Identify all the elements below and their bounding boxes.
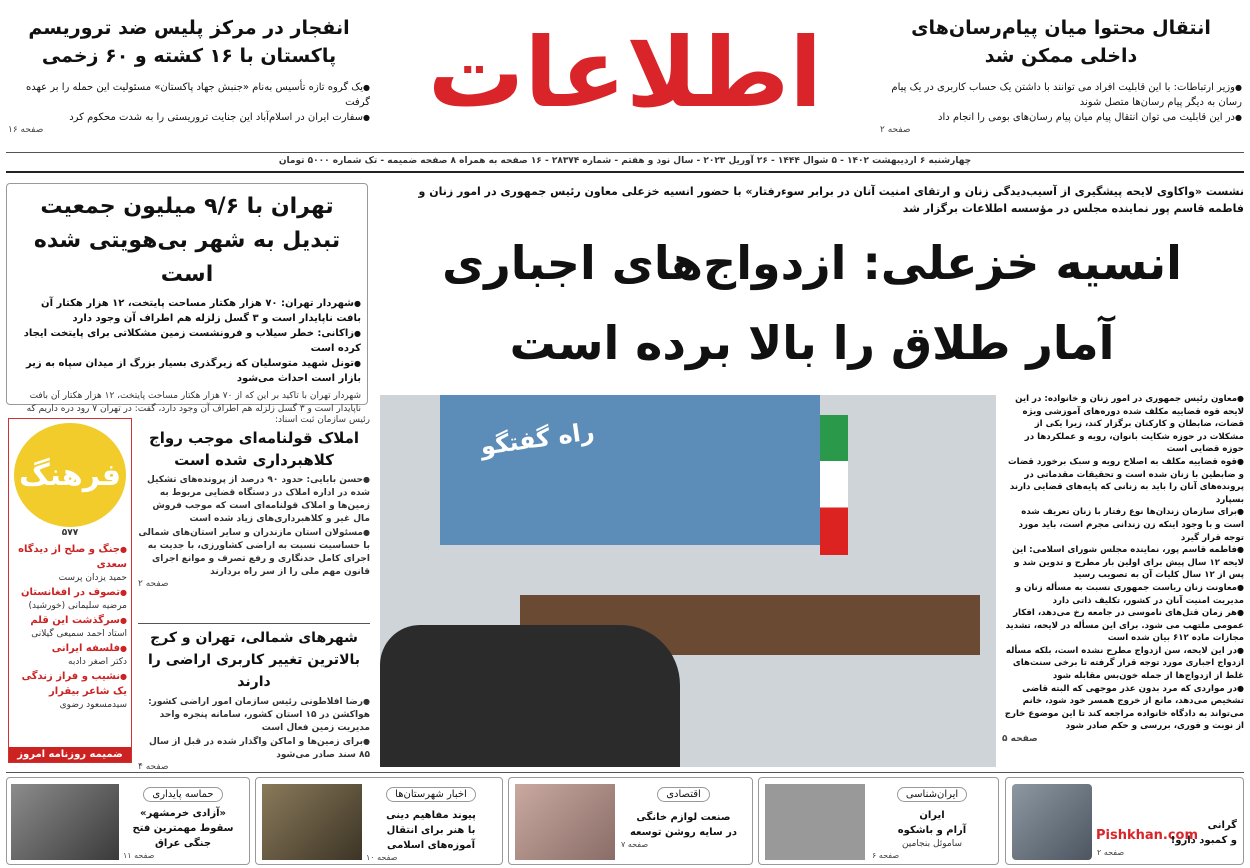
photo	[11, 784, 119, 860]
list-item[interactable]	[13, 641, 127, 669]
body-text: ● مسئولان استان مازندران و سایر استان‌های شمالی با حساسیت نسبت به اراضی کشاورزی، با جدیت به اجرای کامل حدنگاری و رفع تصرف و موانع اجرای قانون مهم ملی را از سر راه بردارند	[138, 526, 370, 579]
teaser-provinces[interactable]	[255, 777, 503, 865]
body-text: شهردار تهران با تاکید بر این که از ۷۰ هزار هکتار مساحت پایتخت، ۱۲ هزار هکتار آن بافت ناپایدار است و ۳ گسل زلزله هم اطراف آن وجود دارد، گفت: در تهران ۷ رود دره داریم که	[26, 391, 361, 414]
page-ref: صفحه ۲	[138, 579, 169, 589]
page-ref: صفحه ۲	[1097, 848, 1125, 857]
main-body	[1002, 393, 1244, 746]
portrait	[765, 784, 865, 860]
issue-line: چهارشنبه ۶ اردیبهشت ۱۴۰۲ - ۵ شوال ۱۴۴۴ - ۲۶ آوریل ۲۰۲۳ - سال نود و هفتم - شماره ۲۸۳۷۴ - ۱۶ صفحه به همراه ۸ صفحه ضمیمه - تک شماره ۵۰۰۰ تومان	[278, 156, 972, 166]
divider	[6, 152, 1244, 153]
teaser-text	[872, 782, 992, 860]
body-text: ● برای زمین‌ها و اماکن واگذار شده در قبل از سال ۸۵ سند صادر می‌شود	[138, 735, 370, 762]
item-author: استاد احمد سمیعی گیلانی	[31, 629, 127, 639]
photo	[262, 784, 362, 860]
byline: ساموئل بنجامین	[901, 839, 963, 849]
story-land-registry	[138, 414, 370, 589]
headline: «آزادی خرمشهر»	[140, 808, 226, 819]
farhang-logo: فرهنگ	[18, 457, 122, 493]
item-title: ● فلسفه ایرانی	[52, 643, 127, 654]
photo-banner-text: راه گفتگو	[478, 417, 597, 461]
divider	[6, 171, 1244, 173]
list-item[interactable]	[13, 669, 127, 712]
top-right-story	[880, 14, 1242, 135]
masthead-logo: اطلاعات	[427, 17, 823, 129]
item-author: حمید یزدان پرست	[58, 573, 127, 583]
teaser-text	[366, 782, 496, 862]
section-tag: اخبار شهرستان‌ها	[386, 787, 476, 802]
teaser-resistance[interactable]	[6, 777, 250, 865]
section-tag: حماسه پایداری	[143, 787, 222, 802]
divider	[138, 623, 370, 624]
audience	[380, 625, 680, 767]
section-tag: اقتصادی	[657, 787, 710, 802]
main-photo	[380, 395, 996, 767]
body-text: ● هر زمان قتل‌های ناموسی در جامعه رخ می‌دهد، افکار عمومی ملتهب می شود. برای این مسأله در لایحه، تشدید مجازات ماده ۶۱۲ بیان شده است	[1002, 607, 1244, 645]
left-top-box	[6, 183, 368, 414]
divider	[6, 772, 1244, 773]
headline: تبدیل به شهر بی‌هویتی شده است	[33, 228, 341, 287]
bullet: ● شهردار تهران: ۷۰ هزار هکتار مساحت پایتخت، ۱۲ هزار هکتار آن بافت ناپایدار است و ۳ گسل زلزله هم اطراف آن وجود دارد	[13, 296, 361, 326]
page-ref: صفحه ۱۱	[123, 851, 155, 860]
farhang-footer: ضمیمه روزنامه امروز	[9, 747, 131, 762]
body-text: ● قوه قضاییه مکلف به اصلاح رویه و سبک برخورد قضات و ضابطین با زنان شده است و تحقیقات مقدماتی در پرونده‌های آنان را باید به زنانی که پایه‌های قضایی دارند بسپارد	[1002, 456, 1244, 506]
headline: سقوط مهمترین فتح جنگی عراق	[132, 823, 234, 849]
item-title: ● نشیب و فراز زندگی یک شاعر بیقرار	[22, 671, 127, 697]
main-headline-2: آمار طلاق را بالا برده است	[509, 316, 1115, 370]
teaser-text	[621, 782, 746, 849]
portrait	[1012, 784, 1092, 860]
body-text: ● حسن بابایی: حدود ۹۰ درصد از پرونده‌های تشکیل شده در اداره املاک در دستگاه قضایی مربوط به زمین‌ها و املاک قولنامه‌ای است که موجب فروش مال غیر و کلاهبرداری‌های زیاد شده است	[138, 473, 370, 526]
body-text: ● برای سازمان زندان‌ها نوع رفتار با زنان تعریف شده است و با وجود اینکه زن زندانی مجرم است، باید مورد توجه قرار گیرد	[1002, 506, 1244, 544]
headline: و کمبود دارو!	[1170, 835, 1237, 846]
page-ref: صفحه ۱۰	[366, 853, 398, 862]
headline: انفجار در مرکز پلیس ضد تروریسم پاکستان با ۱۶ کشته و ۶۰ زخمی	[28, 17, 350, 67]
page-ref: صفحه ۷	[621, 840, 649, 849]
photo	[515, 784, 615, 860]
headline: پیوند مفاهیم دینی	[386, 810, 476, 821]
page-ref: صفحه ۵	[1002, 734, 1038, 745]
kicker: رئیس سازمان ثبت اسناد:	[274, 415, 370, 425]
headline: صنعت لوازم خانگی	[636, 812, 731, 823]
item-author: سیدمسعود رضوی	[59, 700, 127, 710]
headline: آرام و باشکوه	[897, 825, 967, 836]
body-text: ● معاون رئیس جمهوری در امور زنان و خانواده: در این لایحه قوه قضاییه مکلف شده دوره‌های آموزشی ویژه قضات، ضابطان و کارکنان برگزار کند، زیرا یکی از مشکلات در حوزه شکایت بانوان، رویه و عملکردها در حوزه قضایی است	[1002, 393, 1244, 456]
bottom-right-box[interactable]	[1005, 777, 1244, 865]
story-land-use	[138, 627, 370, 772]
body-text: ● معاونت زنان ریاست جمهوری نسبت به مسأله زنان و مدیریت امنیت آنان در کشور، تکلیف ذاتی دارد	[1002, 582, 1244, 607]
top-left-story	[8, 14, 370, 135]
list-item[interactable]	[13, 613, 127, 641]
teaser-text	[123, 782, 243, 860]
page-ref: صفحه ۶	[872, 851, 900, 860]
bottom-right-text	[1097, 818, 1237, 857]
body-text: ● در مواردی که مرد بدون عذر موجهی که البته قاضی تشخیص می‌دهد، مانع از خروج همسر خود شود، خانم می‌تواند به دادگاه خانواده مراجعه کند تا این موضوع خارج از نوبت و فوری، بررسی و حکم صادر شود	[1002, 683, 1244, 733]
photo-backdrop	[440, 395, 820, 545]
farhang-items	[9, 540, 131, 714]
bullet: ● در این قابلیت می توان انتقال پیام میان پیام رسان‌های بومی را انجام داد	[880, 110, 1242, 125]
list-item[interactable]	[13, 585, 127, 613]
headline: املاک قولنامه‌ای موجب رواج کلاهبرداری شده است	[148, 429, 360, 469]
headline: ایران	[919, 810, 945, 821]
headline: تهران با ۹/۶ میلیون جمعیت	[40, 194, 334, 219]
teaser-iranology[interactable]	[758, 777, 999, 865]
item-title: ● جنگ و صلح از دیدگاه سعدی	[18, 544, 127, 570]
headline: انتقال محتوا میان پیام‌رسان‌های داخلی ممکن شد	[911, 17, 1211, 67]
farhang-num: ۵۷۷	[61, 528, 79, 538]
main-headline-1: انسیه خزعلی: ازدواج‌های اجباری	[442, 236, 1182, 290]
farhang-logo-circle	[14, 423, 126, 527]
main-kicker: نشست «واکاوی لایحه پیشگیری از آسیب‌دیدگی زنان و ارتقای امنیت آنان در برابر سوءرفتار» با حضور انسیه خزعلی معاون رئیس جمهوری در امور زنان و فاطمه قاسم پور نماینده مجلس در مؤسسه اطلاعات برگزار شد	[418, 185, 1244, 215]
teaser-economy[interactable]	[508, 777, 753, 865]
section-tag: ایران‌شناسی	[897, 787, 967, 802]
page-ref: صفحه ۴	[138, 762, 169, 772]
list-item[interactable]	[13, 542, 127, 585]
item-author: مرضیه سلیمانی (خورشید)	[28, 601, 127, 611]
bullet: ● یک گروه تازه تأسیس به‌نام «جنبش جهاد پاکستان» مسئولیت این حمله را بر عهده گرفت	[8, 80, 370, 110]
body-text: ● رضا افلاطونی رئیس سازمان امور اراضی کشور: هواکشن در ۱۵ استان کشور، سامانه پنجره واحد مدیریت زمین فعال است	[138, 695, 370, 735]
item-title: ● تصوف در افغانستان	[21, 587, 127, 598]
item-author: دکتر اصغر دادبه	[68, 657, 127, 667]
headline: گرانی	[1207, 820, 1237, 831]
page-ref: صفحه ۱۶	[8, 125, 44, 135]
body-text: ● در این لایحه، سن ازدواج مطرح نشده است، بلکه مسأله ازدواج اجباری مورد توجه قرار گرفته تا برخی سنت‌های غلط از ازدواج‌ها از جمله خون‌بس مقابله شود	[1002, 645, 1244, 683]
farhang-supplement	[8, 418, 132, 763]
flag	[820, 415, 848, 555]
bullet: ● سفارت ایران در اسلام‌آباد این جنایت تروریستی را به شدت محکوم کرد	[8, 110, 370, 125]
bullet: ● تونل شهید متوسلیان که زیرگذری بسیار بزرگ از میدان سپاه به زیر بازار است احداث می‌شود	[13, 356, 361, 386]
bullet: ● زاکانی: خطر سیلاب و فرونشست زمین مشکلاتی برای پایتخت ایجاد کرده است	[13, 326, 361, 356]
headline: شهرهای شمالی، تهران و کرج بالاترین تغییر کاربری اراضی را دارند	[147, 630, 361, 690]
bullet: ● وزیر ارتباطات: با این قابلیت افراد می توانند با داشتن یک حساب کاربری در یک پیام رسان به دیگر پیام رسان‌ها متصل شوند	[880, 80, 1242, 110]
body-text: ● فاطمه قاسم پور، نماینده مجلس شورای اسلامی: این لایحه ۱۲ سال پیش برای اولین بار مطرح و تدوین شد و پس از ۱۲ سال کلیات آن به تصویب رسید	[1002, 544, 1244, 582]
watermark: Pishkhan.com	[1096, 828, 1199, 843]
headline: در سایه روشن توسعه	[629, 827, 738, 838]
item-title: ● سرگذشت این قلم	[30, 615, 127, 626]
headline: با هنر برای انتقال آموزه‌های اسلامی	[386, 825, 476, 851]
page-ref: صفحه ۲	[880, 125, 911, 135]
